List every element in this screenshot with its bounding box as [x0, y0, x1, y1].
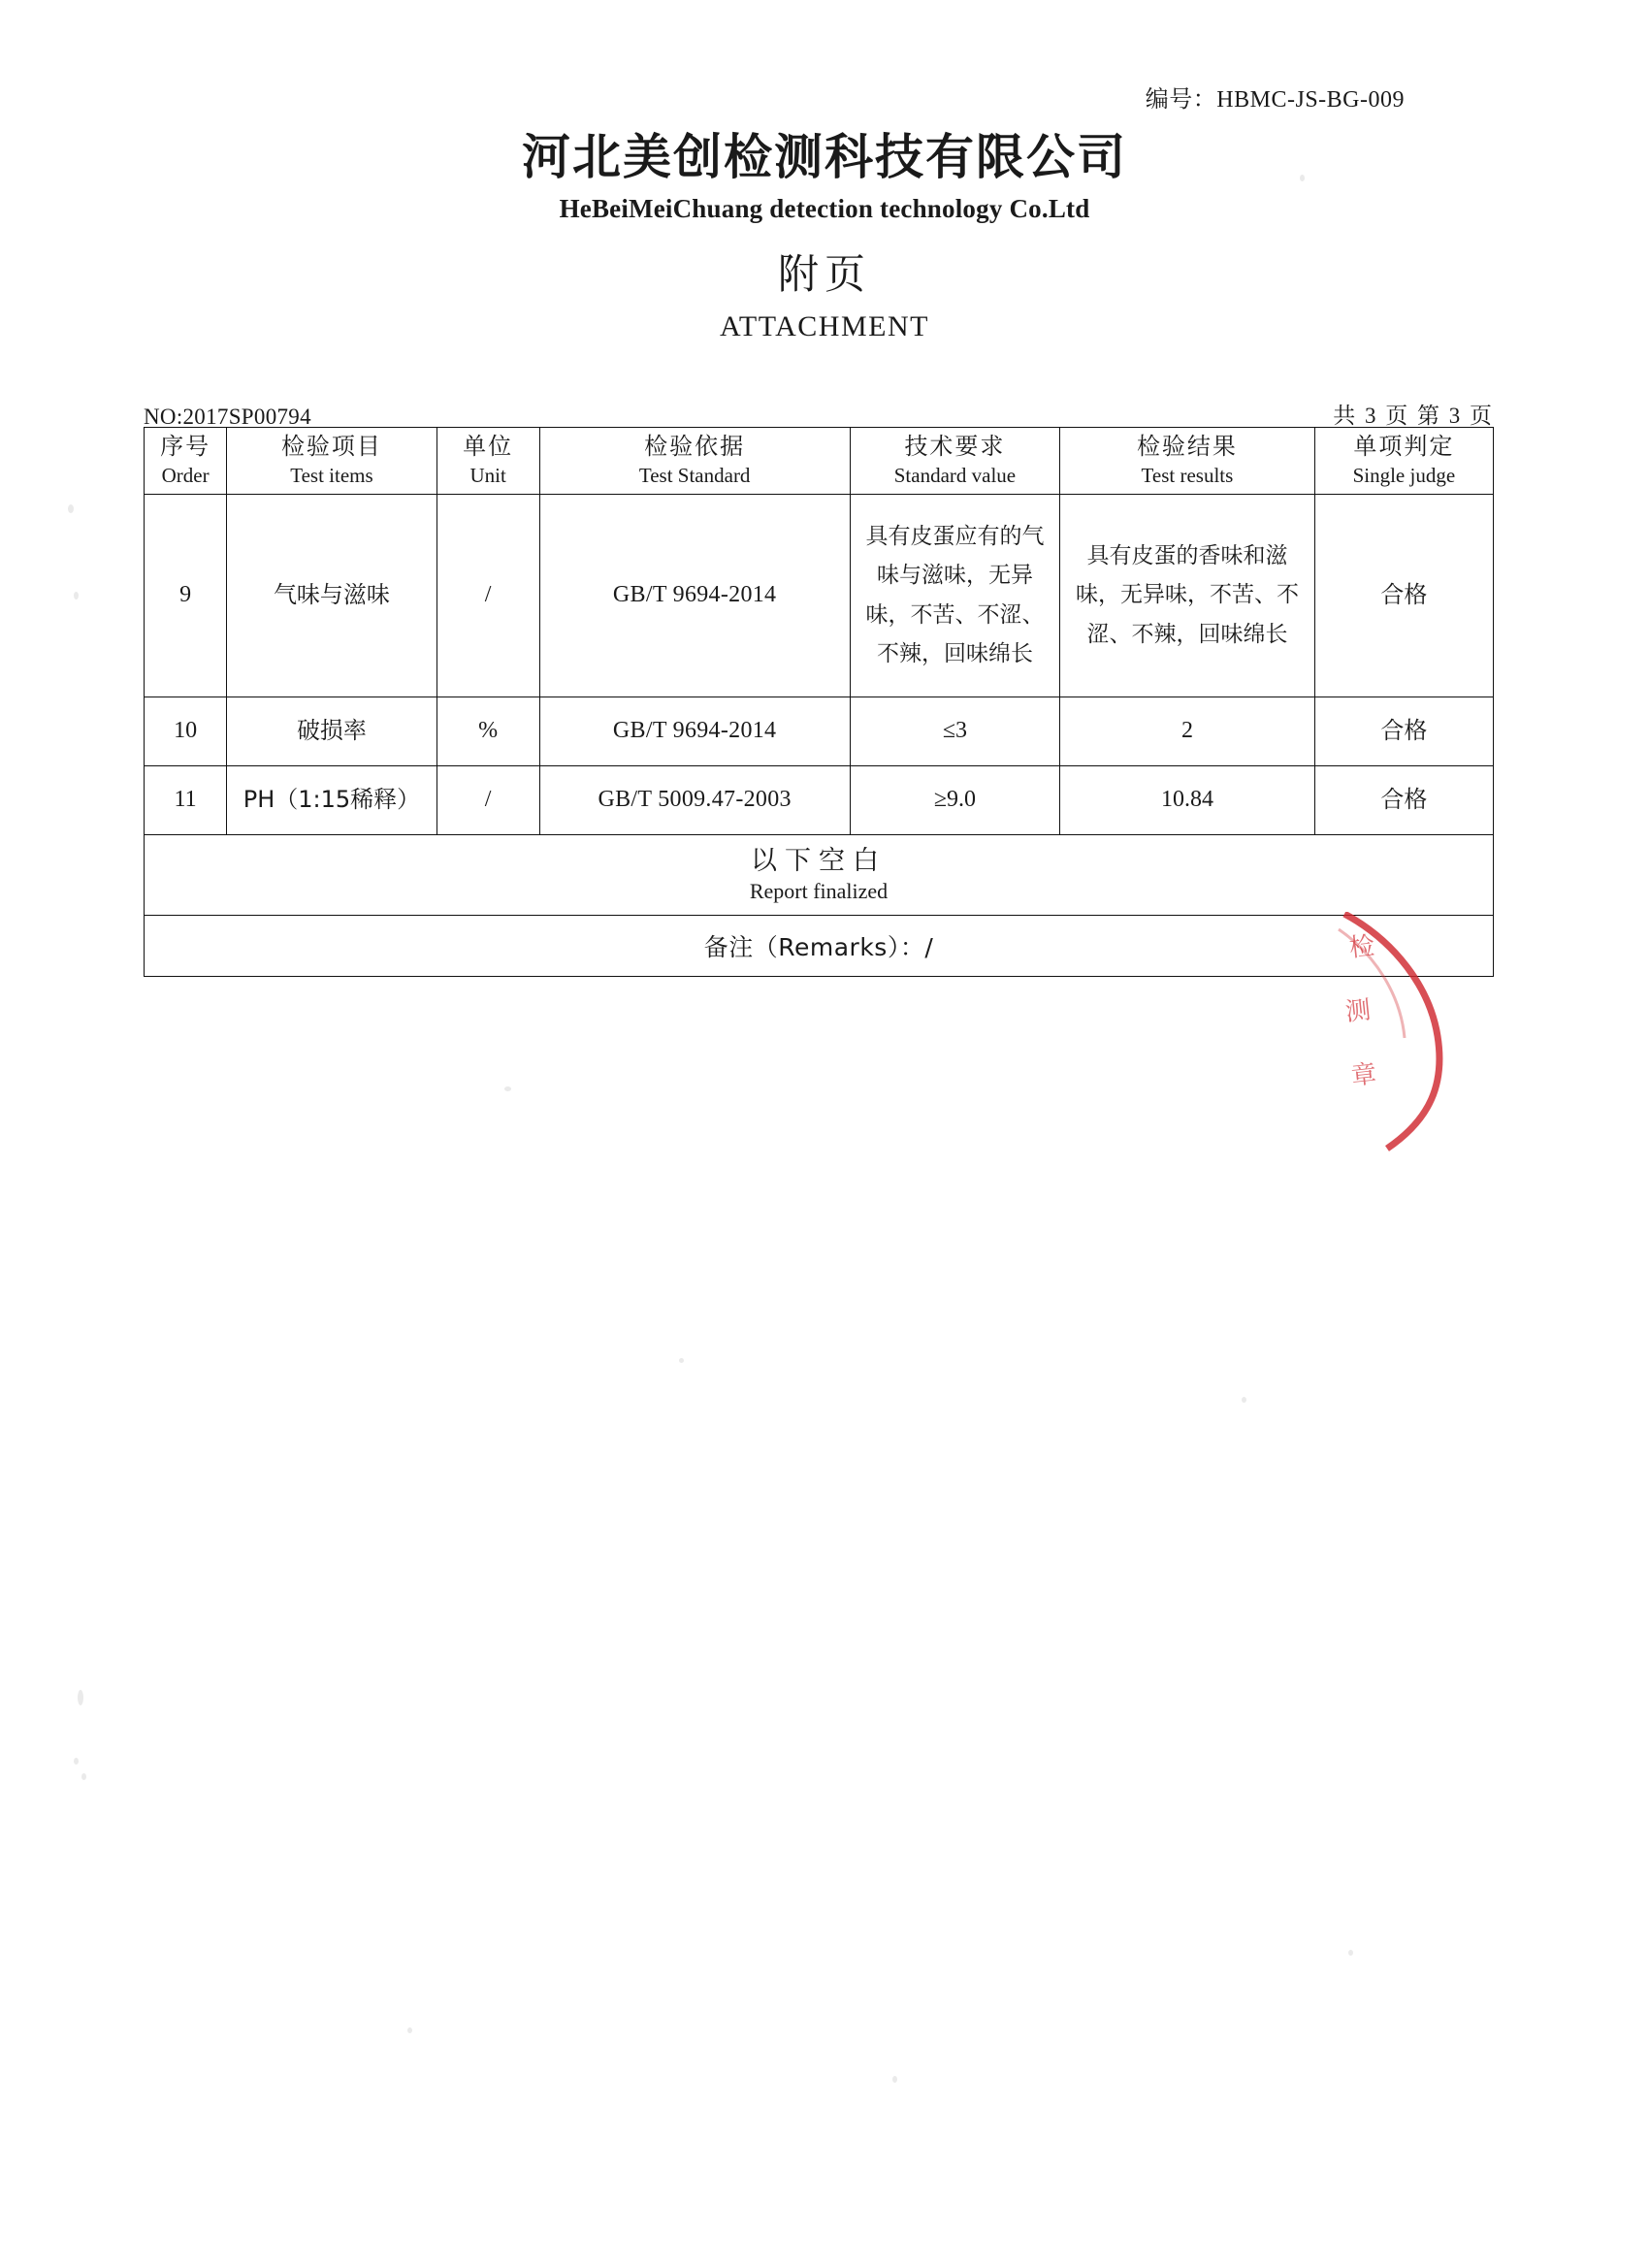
column-header-unit-en: Unit — [469, 464, 506, 488]
report-finalized-en: Report finalized — [749, 878, 889, 903]
scan-speck — [74, 592, 79, 599]
scan-speck — [74, 1758, 79, 1765]
table-row — [145, 697, 1494, 765]
column-header-test-results — [1060, 428, 1315, 495]
column-header-standard-value-en: Standard value — [893, 464, 1017, 488]
row-single-judge: 合格 — [1314, 697, 1493, 765]
scan-speck — [1300, 175, 1305, 181]
row-single-judge: 合格 — [1314, 765, 1493, 834]
svg-text:测: 测 — [1343, 995, 1373, 1027]
table-header-row — [145, 428, 1494, 495]
company-name-english: HeBeiMeiChuang detection technology Co.Ltd — [559, 194, 1090, 223]
row-test-result: 2 — [1060, 697, 1315, 765]
column-header-test-items-en: Test items — [290, 464, 373, 488]
row-single-judge: 合格 — [1314, 494, 1493, 697]
svg-text:章: 章 — [1349, 1059, 1378, 1091]
test-results-table — [144, 427, 1494, 977]
report-number: NO:2017SP00794 — [144, 405, 311, 429]
column-header-single-judge — [1314, 428, 1493, 495]
remarks-cell: 备注（Remarks）：/ — [145, 915, 1494, 976]
attachment-title-english: ATTACHMENT — [720, 310, 929, 342]
scan-speck — [1242, 1397, 1246, 1403]
column-header-unit — [436, 428, 539, 495]
scan-speck — [504, 1086, 511, 1091]
svg-text:检: 检 — [1347, 931, 1376, 963]
row-test-standard: GB/T 9694-2014 — [539, 697, 850, 765]
row-unit: % — [436, 697, 539, 765]
report-finalized-cn: 以下空白 — [751, 845, 887, 876]
row-order: 10 — [145, 697, 227, 765]
column-header-test-standard-en: Test Standard — [638, 464, 751, 488]
attachment-title-chinese: 附页 — [777, 250, 871, 298]
column-header-test-results-cn: 检验结果 — [1136, 433, 1238, 460]
column-header-single-judge-en: Single judge — [1352, 464, 1456, 488]
report-finalized-cell — [145, 834, 1494, 915]
row-unit: / — [436, 494, 539, 697]
scan-speck — [407, 2027, 412, 2033]
remarks-row — [145, 915, 1494, 976]
row-test-item: PH（1:15稀释） — [227, 765, 436, 834]
scan-speck — [892, 2076, 897, 2083]
company-name-chinese: 河北美创检测科技有限公司 — [522, 129, 1127, 185]
report-finalized-row — [145, 834, 1494, 915]
scan-speck — [1348, 1950, 1353, 1956]
row-test-standard: GB/T 9694-2014 — [539, 494, 850, 697]
row-standard-value: ≥9.0 — [850, 765, 1059, 834]
scan-speck — [679, 1358, 684, 1363]
row-standard-value: 具有皮蛋应有的气味与滋味，无异味，不苦、不涩、不辣，回味绵长 — [850, 494, 1059, 697]
scan-speck — [81, 1773, 86, 1780]
row-test-result: 10.84 — [1060, 765, 1315, 834]
column-header-single-judge-cn: 单项判定 — [1353, 433, 1455, 460]
results-table-container — [144, 427, 1494, 977]
row-test-item: 破损率 — [227, 697, 436, 765]
column-header-standard-value-cn: 技术要求 — [904, 433, 1006, 460]
row-test-result: 具有皮蛋的香味和滋味，无异味，不苦、不涩、不辣，回味绵长 — [1060, 494, 1315, 697]
row-test-standard: GB/T 5009.47-2003 — [539, 765, 850, 834]
column-header-test-items-cn: 检验项目 — [280, 433, 382, 460]
report-meta-row — [144, 398, 1494, 430]
page-indicator: 共 3 页 第 3 页 — [1333, 404, 1494, 428]
column-header-test-results-en: Test results — [1141, 464, 1234, 488]
column-header-test-standard-cn: 检验依据 — [644, 433, 746, 460]
column-header-order — [145, 428, 227, 495]
document-code: 编号：HBMC-JS-BG-009 — [1145, 87, 1405, 113]
column-header-test-standard — [539, 428, 850, 495]
column-header-unit-cn: 单位 — [463, 433, 514, 460]
row-order: 9 — [145, 494, 227, 697]
row-order: 11 — [145, 765, 227, 834]
table-row — [145, 765, 1494, 834]
column-header-standard-value — [850, 428, 1059, 495]
column-header-test-items — [227, 428, 436, 495]
table-row — [145, 494, 1494, 697]
column-header-order-cn: 序号 — [160, 433, 211, 460]
row-test-item: 气味与滋味 — [227, 494, 436, 697]
row-standard-value: ≤3 — [850, 697, 1059, 765]
column-header-order-en: Order — [161, 464, 210, 488]
scan-speck — [68, 504, 74, 513]
row-unit: / — [436, 765, 539, 834]
scan-speck — [78, 1690, 83, 1705]
